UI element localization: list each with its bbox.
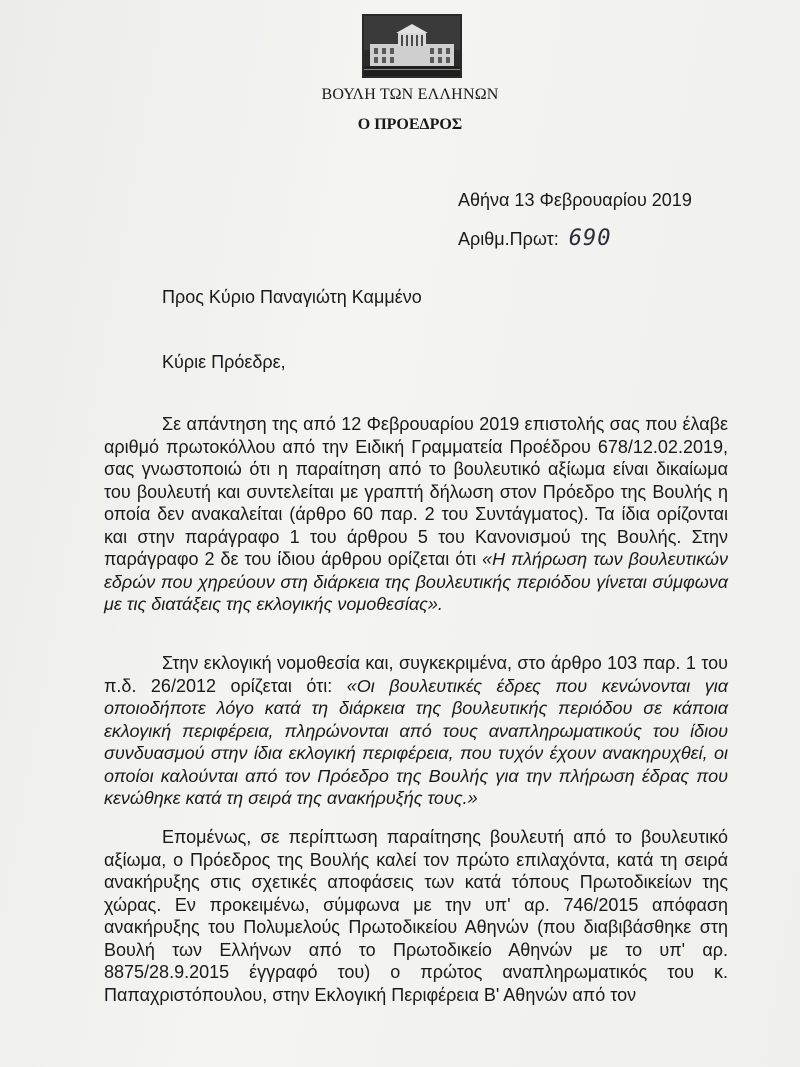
organization-name: ΒΟΥΛΗ ΤΩΝ ΕΛΛΗΝΩΝ [321, 86, 499, 103]
paragraph-2-text: Στην εκλογική νομοθεσία και, συγκεκριμένα, στο άρθρο 103 παρ. 1 του π.δ. 26/2012 ορίζεται ότι: [104, 653, 728, 696]
protocol-line [458, 226, 612, 251]
salutation: Κύριε Πρόεδρε, [162, 352, 286, 372]
paragraph-1-quote: «Η πλήρωση των βουλευτικών εδρών που χηρεύουν στη διάρκεια της βουλευτικής περιόδου γίνεται σύμφωνα με τις διατάξεις της εκλογικής νομοθεσίας». [104, 549, 729, 614]
paragraph-2-quote: «Οι βουλευτικές έδρες που κενώνονται για οποιοδήποτε λόγο κατά τη διάρκεια της βουλευτικής περιόδου σε κάποια εκλογική περιφέρεια, πληρώνονται από τους αναπληρωματικούς του ίδιου συνδυασμού στην ίδια εκλογική περιφέρεια, που τυχόν έχουν ανακηρυχθεί, οι οποίοι καλούνται από τον Πρόεδρο της Βουλής για την πλήρωση έδρας που κενώθηκε κατά τη σειρά της ανακήρυξής τους.» [104, 675, 728, 808]
parliament-building-icon [362, 14, 462, 78]
paragraph-1 [104, 413, 728, 616]
protocol-number: 690 [568, 226, 612, 251]
paragraph-3 [104, 826, 728, 1006]
protocol-label: Αριθμ.Πρωτ: [458, 229, 559, 249]
paragraph-1-text: Σε απάντηση της από 12 Φεβρουαρίου 2019 επιστολής σας που έλαβε αριθμό πρωτοκόλλου από την Ειδική Γραμματεία Προέδρου 678/12.02.2019, σας γνωστοποιώ ότι η παραίτηση από το βουλευτικό αξίωμα είναι δικαίωμα του βουλευτή και συντελείται με γραπτή δήλωση στον Πρόεδρο της Βουλής η οποία δεν ανακαλείται (άρθρο 60 παρ. 2 του Συντάγματος). Τα ίδια ορίζονται και στην παράγραφο 1 του άρθρου 5 του Κανονισμού της Βουλής. Στην παράγραφο 2 δε του ίδιου άρθρου ορίζεται ότι [104, 414, 728, 569]
paragraph-3-text: Επομένως, σε περίπτωση παραίτησης βουλευτή από το βουλευτικό αξίωμα, ο Πρόεδρος της Βουλής καλεί τον πρώτο επιλαχόντα, κατά τη σειρά ανακήρυξης στις σχετικές αποφάσεις των κατά τόπους Πρωτοδικείων της χώρας. Εν προκειμένω, σύμφωνα με την υπ' αρ. 746/2015 απόφαση ανακήρυξης του Πολυμελούς Πρωτοδικείου Αθηνών (που διαβιβάσθηκε στη Βουλή των Ελλήνων από το Πρωτοδικείο Αθηνών με το υπ' αρ. 8875/28.9.2015 έγγραφό του) ο πρώτος αναπληρωματικός του κ. Παπαχριστόπουλου, στην Εκλογική Περιφέρεια Β' Αθηνών από τον [104, 827, 728, 1005]
recipient-line: Προς Κύριο Παναγιώτη Καμμένο [162, 287, 422, 307]
paragraph-2 [104, 652, 728, 810]
letter-date: Αθήνα 13 Φεβρουαρίου 2019 [458, 190, 692, 210]
office-title: Ο ΠΡΟΕΔΡΟΣ [357, 116, 463, 133]
